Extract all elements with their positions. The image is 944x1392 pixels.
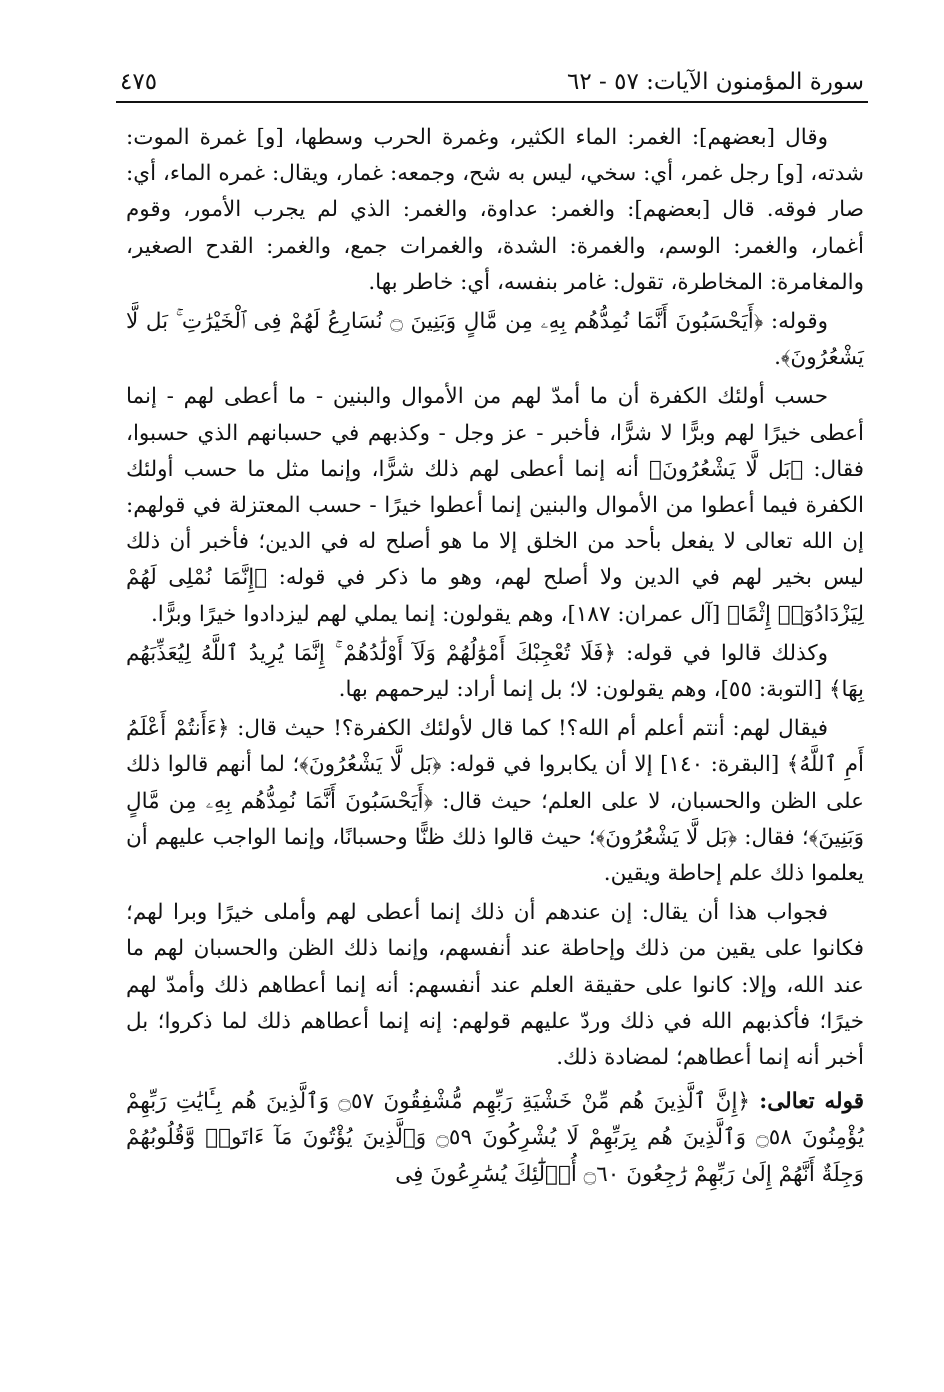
paragraph-5: فيقال لهم: أنتم أعلم أم الله؟! كما قال لأولئك الكفرة؟! حيث قال: ﴿ءَأَنتُمْ أَعْلَمُ أَمِ ٱللَّهُ﴾ [البقرة: ١٤٠] إلا أن يكابروا في قوله: ﴿بَل لَّا يَشْعُرُونَ﴾؛ لما أنهم قالوا ذلك على الظن والحسبان، لا على العلم؛ حيث قال: ﴿أَيَحْسَبُونَ أَنَّمَا نُمِدُّهُم بِهِۦ مِن مَّالٍ وَبَنِينَ﴾؛ فقال: ﴿بَل لَّا يَشْعُرُونَ﴾؛ حيث قالوا ذلك ظنًّا وحسبانًا، وإنما الواجب عليهم أن يعلموا ذلك علم إحاطة ويقين. [126, 716, 864, 887]
header-divider [116, 101, 868, 103]
verse-heading: قوله تعالى: [759, 1089, 864, 1115]
paragraph-6: فجواب هذا أن يقال: إن عندهم أن ذلك إنما أعطى لهم وأملى خيرًا وبرا لهم؛ فكانوا على يقين من ذلك وإحاطة عند أنفسهم، وإنما ذلك الظن والحسبان لهم ما عند الله، وإلا: كانوا على حقيقة العلم عند أنفسهم: أنه إنما أعطاهم ذلك وأمدّ لهم خيرًا؛ فأكذبهم الله في ذلك وردّ عليهم قولهم: إنه إنما أعطاهم ذلك لما ذكروا؛ بل أخبر أنه إنما أعطاهم؛ لمضادة ذلك. [126, 900, 864, 1071]
running-title: سورة المؤمنون الآيات: ٥٧ - ٦٢ [566, 69, 864, 95]
page-number: ٤٧٥ [120, 69, 158, 95]
paragraph-2: وقوله: ﴿أَيَحْسَبُونَ أَنَّمَا نُمِدُّهُم بِهِۦ مِن مَّالٍ وَبَنِينَ ۝ نُسَارِعُ لَهُمْ فِى ٱلْخَيْرَٰتِ ۚ بَل لَّا يَشْعُرُونَ﴾. [126, 309, 864, 371]
verse-paragraph [126, 1084, 864, 1193]
paragraph-1: وقال [بعضهم]: الغمر: الماء الكثير، وغمرة الحرب وسطها، [و] غمرة الموت: شدته، [و] رجل غمر، أي: سخي، ليس به شح، وجمعه: غمار، ويقال: غمره الماء، أي: صار فوقه. قال [بعضهم]: والغمر: عداوة، والغمر: الذي لم يجرب الأمور، وقوم أغمار، والغمر: الوسم، والغمرة: الشدة، والغمرات جمع، والغمر: القدح الصغير، والمغامرة: المخاطرة، تقول: غامر بنفسه، أي: خاطر بها. [126, 125, 864, 295]
page-header [120, 58, 864, 98]
paragraph-4: وكذلك قالوا في قوله: ﴿فَلَا تُعْجِبْكَ أَمْوَٰلُهُمْ وَلَآ أَوْلَٰدُهُمْ ۚ إِنَّمَا يُرِيدُ ٱللَّهُ لِيُعَذِّبَهُم بِهَا﴾ [التوبة: ٥٥]، وهم يقولون: لا؛ بل إنما أراد: ليرحمهم بها. [126, 640, 864, 703]
paragraph-3: حسب أولئك الكفرة أن ما أمدّ لهم من الأموال والبنين - ما أعطى لهم - إنما أعطى خيرًا لهم وبرًّا لا شرًّا، فأخبر - عز وجل - وكذبهم في حسبانهم الذي حسبوا، فقال: ﴿بَل لَّا يَشْعُرُونَ﴾ أنه إنما أعطى لهم ذلك شرًّا، وإنما مثل ما حسب أولئك الكفرة فيما أعطوا من الأموال والبنين إنما أعطوا خيرًا - حسب المعتزلة في قولهم: إن الله تعالى لا يفعل بأحد من الخلق إلا ما هو أصلح له في الدين؛ فأخبر أن ذلك ليس بخير لهم في الدين ولا أصلح لهم، وهو ما ذكر في قوله: ﴿إِنَّمَا نُمْلِى لَهُمْ لِيَزْدَادُوٓا۟ إِثْمًا﴾ [آل عمران: ١٨٧]، وهم يقولون: إنما يملي لهم ليزدادوا خيرًا وبرًّا. [126, 384, 864, 627]
main-text [126, 120, 864, 1193]
verse-text: ﴿إِنَّ ٱلَّذِينَ هُم مِّنْ خَشْيَةِ رَبِّهِم مُّشْفِقُونَ ۝٥٧ وَٱلَّذِينَ هُم بِـَٔايَٰتِ رَبِّهِمْ يُؤْمِنُونَ ۝٥٨ وَٱلَّذِينَ هُم بِرَبِّهِمْ لَا يُشْرِكُونَ ۝٥٩ وَٱلَّذِينَ يُؤْتُونَ مَآ ءَاتَوا۟ وَّقُلُوبُهُمْ وَجِلَةٌ أَنَّهُمْ إِلَىٰ رَبِّهِمْ رَٰجِعُونَ ۝٦٠ أُو۟لَٰٓئِكَ يُسَٰرِعُونَ فِى [126, 1089, 864, 1187]
